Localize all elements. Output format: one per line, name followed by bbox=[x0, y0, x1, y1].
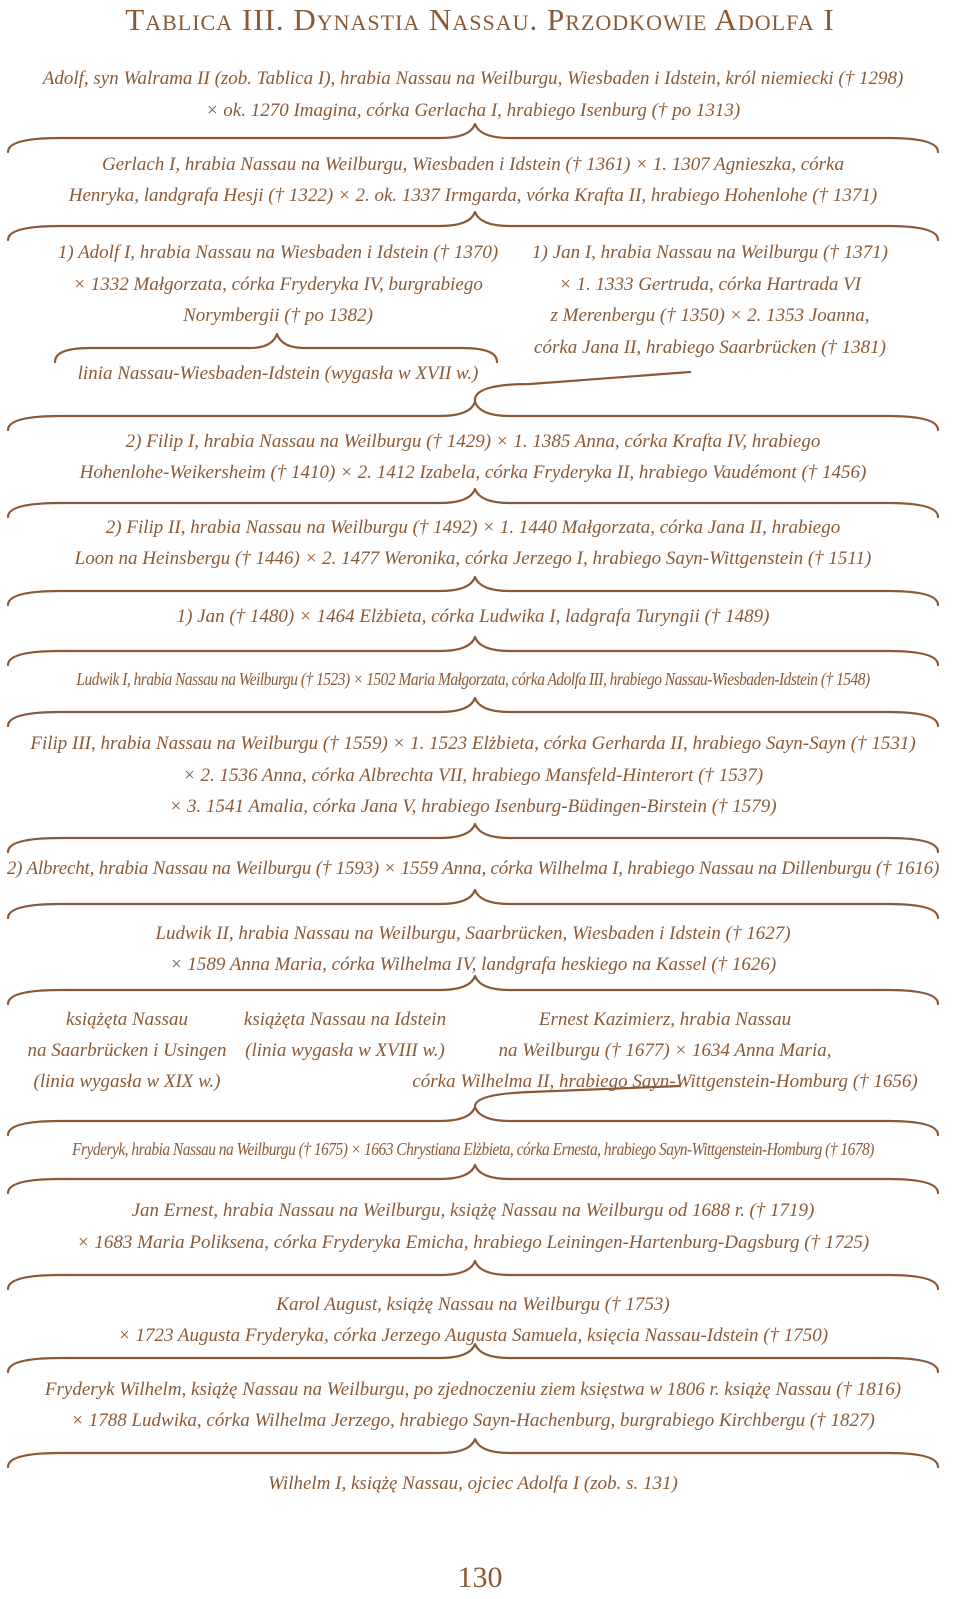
brace-6 bbox=[8, 637, 938, 665]
entry-karol-august-line2: × 1723 Augusta Fryderyka, córka Jerzego Augusta Samuela, księcia Nassau-Idstein († 1750) bbox=[117, 1325, 829, 1346]
entry-filip-iii-line3: × 3. 1541 Amalia, córka Jana V, hrabiego Isenburg-Büdingen-Birstein († 1579) bbox=[169, 796, 777, 817]
entry-karol-august-line1: Karol August, książę Nassau na Weilburgu († 1753) bbox=[276, 1294, 670, 1315]
entry-wilhelm-i-line1: Wilhelm I, książę Nassau, ojciec Adolfa I (zob. s. 131) bbox=[268, 1473, 678, 1494]
brace-3-right-tail bbox=[475, 372, 690, 402]
brace-14 bbox=[8, 1344, 938, 1372]
entry-filip-iii-line2: × 2. 1536 Anna, córka Albrechta VII, hrabiego Mansfeld-Hinterort († 1537) bbox=[182, 765, 764, 786]
entry-ernest-line1: Ernest Kazimierz, hrabia Nassau bbox=[538, 1009, 792, 1030]
entry-ludwik-ii-line1: Ludwik II, hrabia Nassau na Weilburgu, Saarbrücken, Wiesbaden i Idstein († 1627) bbox=[155, 923, 791, 944]
entry-jan-ernest-line1: Jan Ernest, hrabia Nassau na Weilburgu, książę Nassau na Weilburgu od 1688 r. († 1719) bbox=[131, 1200, 815, 1221]
brace-13 bbox=[8, 1261, 938, 1289]
entry-jan-i-line2: × 1. 1333 Gertruda, córka Hartrada VI bbox=[558, 274, 862, 295]
entry-adolf-line2: × ok. 1270 Imagina, córka Gerlacha I, hrabiego Isenburg († po 1313) bbox=[205, 100, 741, 121]
brace-3-left bbox=[55, 334, 497, 362]
entry-gerlach-line1: Gerlach I, hrabia Nassau na Weilburgu, Wiesbaden i Idstein († 1361) × 1. 1307 Agnieszka, córka bbox=[102, 154, 844, 175]
entry-saarbrucken-line1: książęta Nassau bbox=[66, 1009, 188, 1030]
entry-adolf-line1: Adolf, syn Walrama II (zob. Tablica I), hrabia Nassau na Weilburgu, Wiesbaden i Idstein, król niemiecki († 1298) bbox=[42, 68, 904, 89]
brace-12 bbox=[8, 1165, 938, 1193]
entry-jan-i-line1: 1) Jan I, hrabia Nassau na Weilburgu († 1371) bbox=[532, 242, 888, 263]
entry-adolf-i-line2: × 1332 Małgorzata, córka Fryderyka IV, burgrabiego bbox=[73, 274, 483, 295]
brace-1 bbox=[8, 124, 938, 152]
brace-8 bbox=[8, 824, 938, 852]
entry-adolf-i-line3: Norymbergii († po 1382) bbox=[183, 305, 373, 326]
entry-filip-ii-line1: 2) Filip II, hrabia Nassau na Weilburgu († 1492) × 1. 1440 Małgorzata, córka Jana II, hrabiego bbox=[105, 517, 841, 538]
brace-11 bbox=[8, 1107, 938, 1135]
entry-wiesbaden-line: linia Nassau-Wiesbaden-Idstein (wygasła w XVII w.) bbox=[77, 363, 479, 384]
brace-10 bbox=[8, 976, 938, 1004]
entry-adolf-i-line1: 1) Adolf I, hrabia Nassau na Wiesbaden i Idstein († 1370) bbox=[57, 242, 499, 263]
entry-gerlach-line2: Henryka, landgrafa Hesji († 1322) × 2. ok. 1337 Irmgarda, vórka Krafta II, hrabiego Hohenlohe († 1371) bbox=[68, 185, 878, 206]
brace-2 bbox=[8, 212, 938, 240]
entry-ernest-line2: na Weilburgu († 1677) × 1634 Anna Maria, bbox=[498, 1040, 832, 1061]
entry-filip-iii-line1: Filip III, hrabia Nassau na Weilburgu († 1559) × 1. 1523 Elżbieta, córka Gerharda II, hrabiego Sayn-Sayn († 1531) bbox=[30, 733, 916, 754]
entry-fryderyk-wilhelm-line1: Fryderyk Wilhelm, książę Nassau na Weilburgu, po zjednoczeniu ziem księstwa w 1806 r. książę Nassau († 1816) bbox=[44, 1379, 902, 1400]
brace-15 bbox=[8, 1439, 938, 1467]
entry-saarbrucken-line3: (linia wygasła w XIX w.) bbox=[33, 1071, 221, 1092]
brace-5 bbox=[8, 577, 938, 605]
entry-jan-i-line3: z Merenbergu († 1350) × 2. 1353 Joanna, bbox=[550, 305, 870, 326]
entry-idstein-line1: książęta Nassau na Idstein bbox=[243, 1009, 447, 1030]
entry-saarbrucken-line2: na Saarbrücken i Usingen bbox=[27, 1040, 227, 1061]
entry-filip-i-line2: Hohenlohe-Weikersheim († 1410) × 2. 1412 Izabela, córka Fryderyka II, hrabiego Vaudémont († 1456) bbox=[79, 462, 867, 483]
entry-fryderyk-wilhelm-line2: × 1788 Ludwika, córka Wilhelma Jerzego, hrabiego Sayn-Hachenburg, burgrabiego Kirchbergu († 1827) bbox=[71, 1410, 875, 1431]
entry-albrecht-line1: 2) Albrecht, hrabia Nassau na Weilburgu († 1593) × 1559 Anna, córka Wilhelma I, hrabiego Nassau na Dillenburgu († 1616) bbox=[6, 858, 940, 879]
brace-3-merge bbox=[8, 402, 938, 430]
entry-jan-line1: 1) Jan († 1480) × 1464 Elżbieta, córka Ludwika I, ladgrafa Turyngii († 1489) bbox=[176, 606, 770, 627]
brace-7 bbox=[8, 698, 938, 726]
brace-4 bbox=[8, 489, 938, 517]
entry-jan-ernest-line2: × 1683 Maria Poliksena, córka Fryderyka Emicha, hrabiego Leiningen-Hartenburg-Dagsburg († 1725) bbox=[76, 1232, 870, 1253]
brace-9 bbox=[8, 890, 938, 918]
entry-filip-ii-line2: Loon na Heinsbergu († 1446) × 2. 1477 Weronika, córka Jerzego I, hrabiego Sayn-Wittgenstein († 1511) bbox=[74, 548, 872, 569]
entry-idstein-line2: (linia wygasła w XVIII w.) bbox=[245, 1040, 445, 1061]
entry-jan-i-line4: córka Jana II, hrabiego Saarbrücken († 1381) bbox=[534, 337, 886, 358]
entry-fryderyk-line1: Fryderyk, hrabia Nassau na Weilburgu († 1675) × 1663 Chrystiana Elżbieta, córka Ernesta, hrabiego Sayn-Wittgenstein-Homburg († 1678) bbox=[72, 1139, 874, 1159]
entry-filip-i-line1: 2) Filip I, hrabia Nassau na Weilburgu († 1429) × 1. 1385 Anna, córka Krafta IV, hrabiego bbox=[125, 431, 821, 452]
entry-ludwik-i-line1: Ludwik I, hrabia Nassau na Weilburgu († 1523) × 1502 Maria Małgorzata, córka Adolfa III, hrabiego Nassau-Wiesbaden-Idstein († 1548) bbox=[76, 669, 870, 689]
entry-ernest-line3: córka Wilhelma II, hrabiego Sayn-Wittgenstein-Homburg († 1656) bbox=[412, 1071, 918, 1092]
entry-ludwik-ii-line2: × 1589 Anna Maria, córka Wilhelma IV, landgrafa heskiego na Kassel († 1626) bbox=[169, 954, 777, 975]
page-title: Tablica III. Dynastia Nassau. Przodkowie Adolfa I bbox=[125, 2, 835, 37]
page-number: 130 bbox=[457, 1561, 503, 1594]
